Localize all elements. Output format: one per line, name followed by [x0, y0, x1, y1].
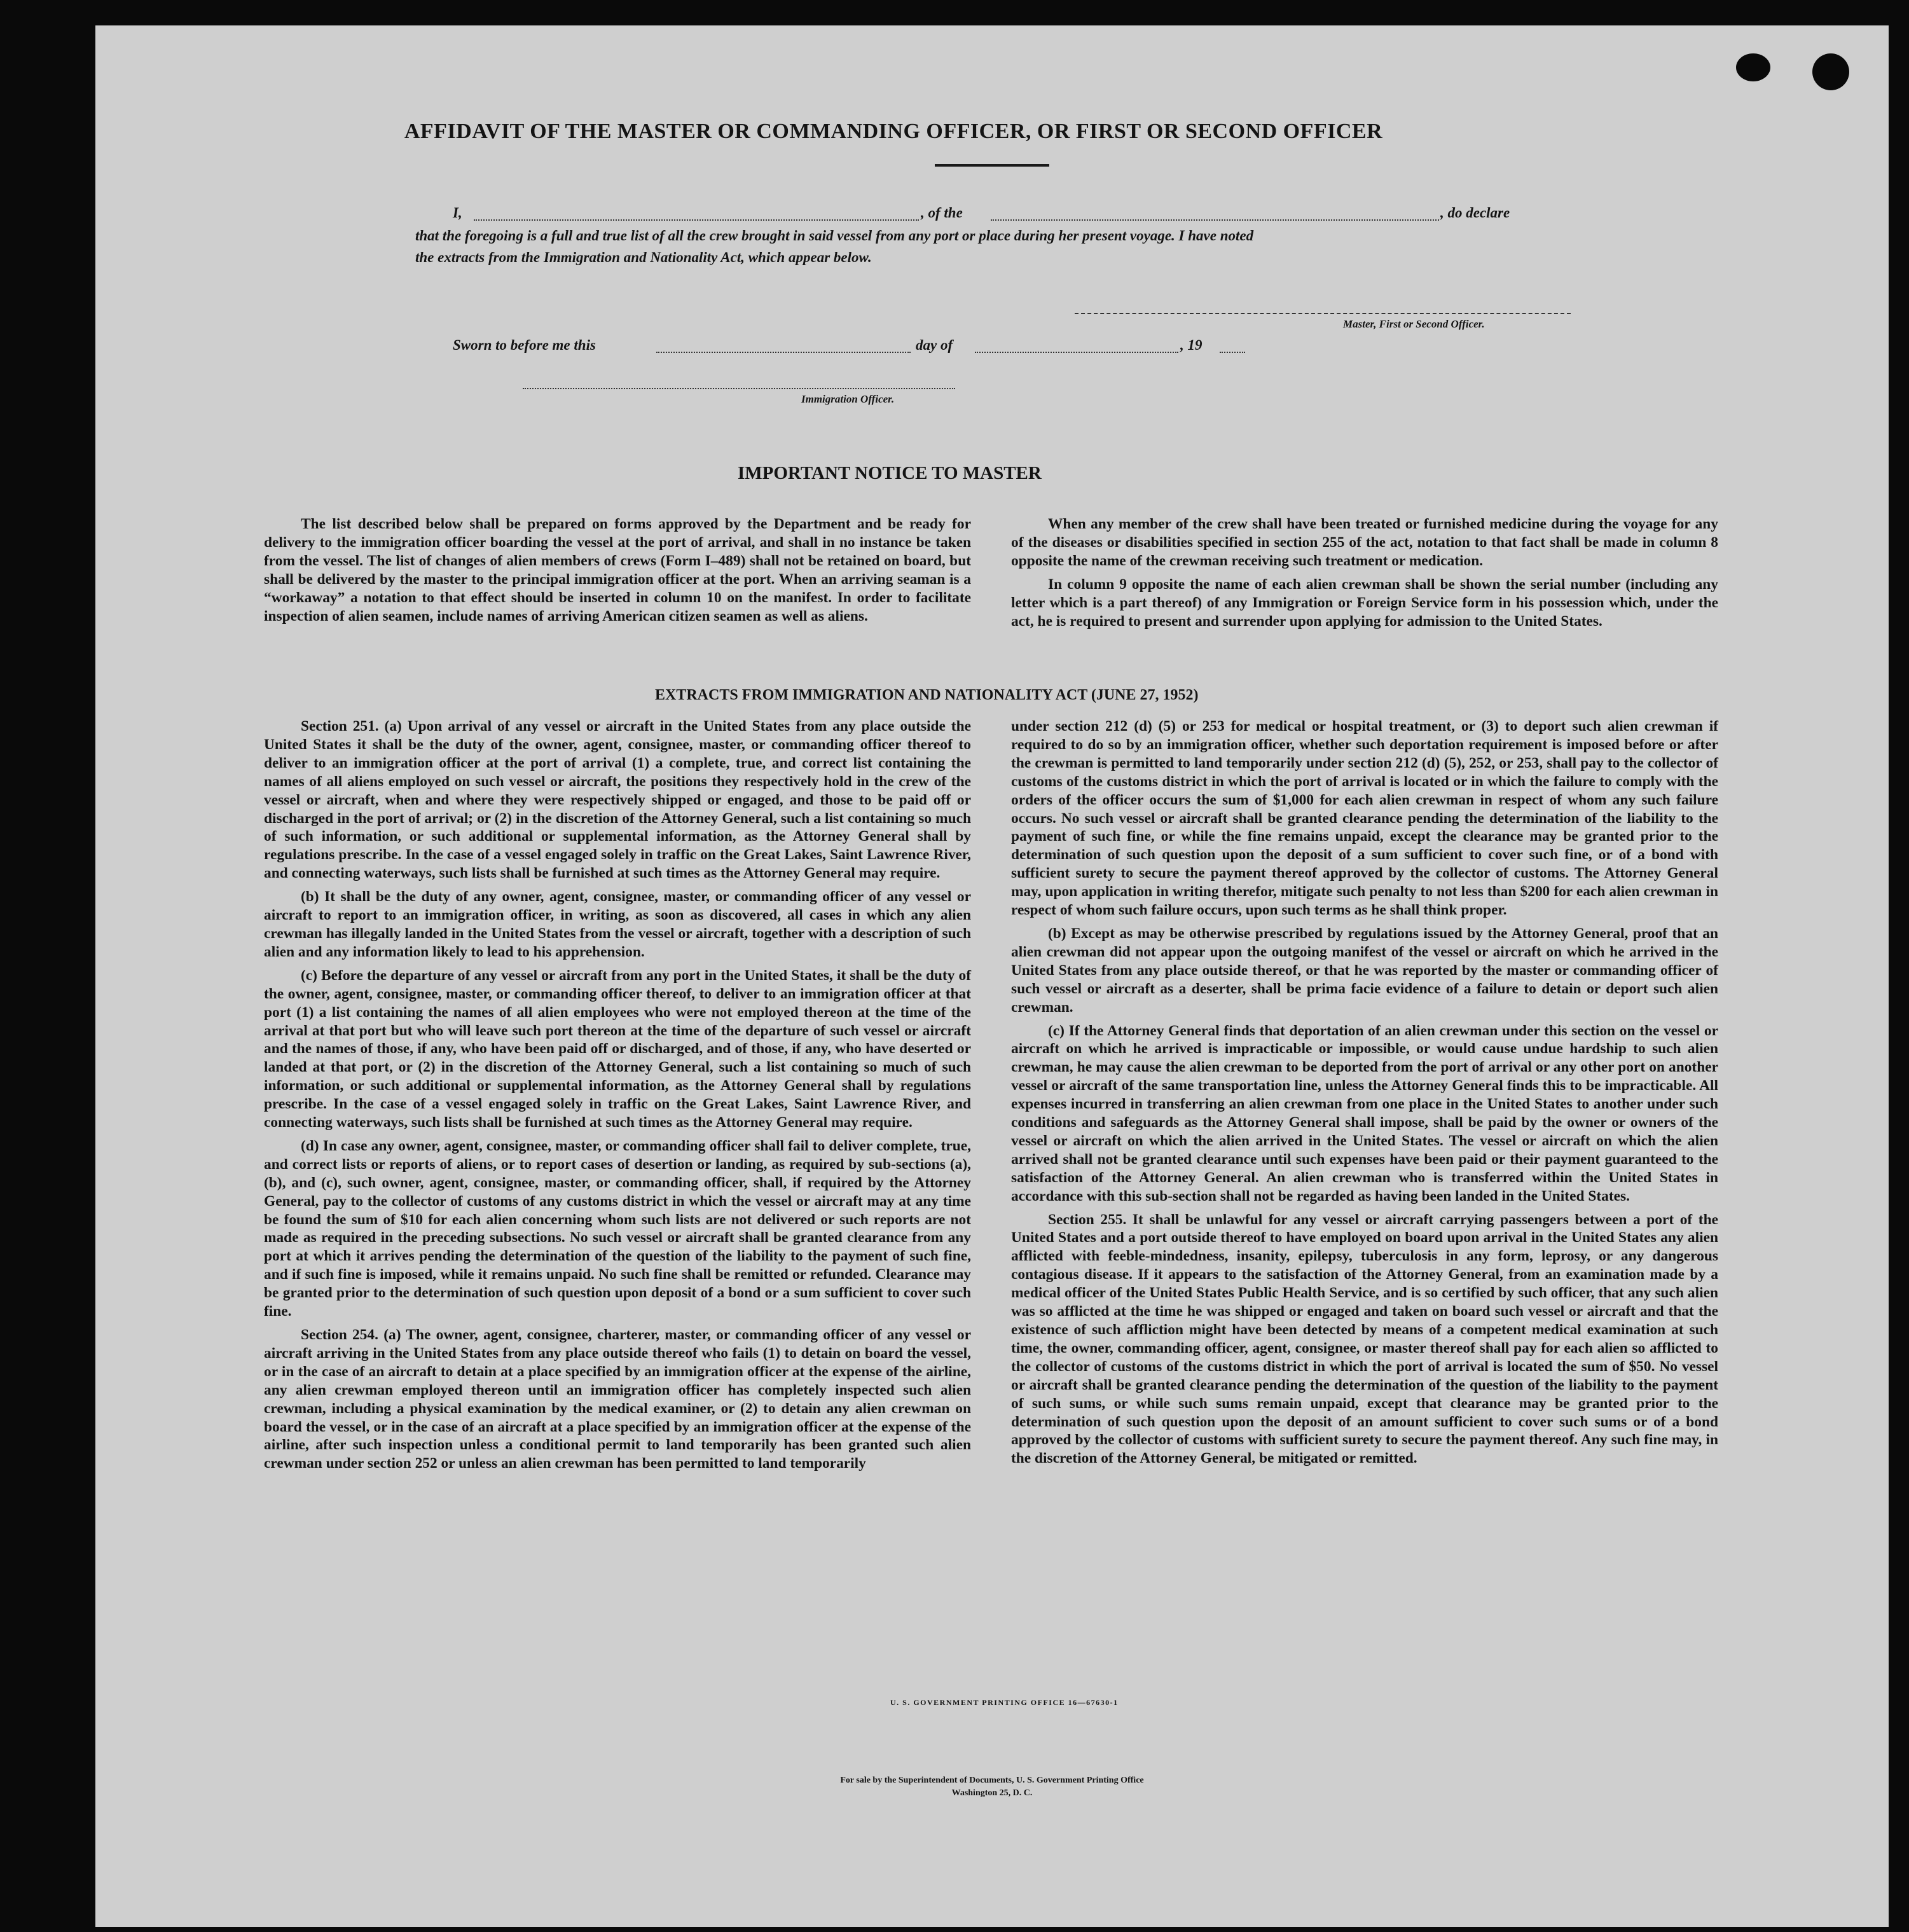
- notice-paragraph: When any member of the crew shall have been treated or furnished medicine during the voyage for any of the diseases or disabilities specified in section 255 of the act, notation to that fact shall be made in column 8 opposite the name of the crewman receiving such treatment or medication.: [1011, 516, 1718, 569]
- sworn-month-blank: [975, 352, 1178, 353]
- section-251d: (d) In case any owner, agent, consignee, master, or commanding officer shall fail to deliver complete, true, and correct lists or reports of aliens, or to report cases of desertion or landing, as required by sub-sections (a), (b), and (c), such owner, agent, consignee, master, or commanding officer, shall, if required by the Attorney General, pay to the collector of customs of any customs district in which the vessel or aircraft may at any time be found the sum of $10 for each alien concerning whom such lists are not delivered or such reports are not made as required in the preceding subsections. No such vessel or aircraft shall be granted clearance from any port at which it arrives pending the determination of the question of the liability to the payment of such fine, and if such fine is imposed, while it remains unpaid. No such fine shall be remitted or refunded. Clearance may be granted prior to the determination of such question upon deposit of a bond or a sum sufficient to cover such fine.: [264, 1137, 971, 1320]
- section-251b: (b) It shall be the duty of any owner, agent, consignee, master, or commanding officer of any vessel or aircraft to report to an immigration officer, in writing, as soon as discovered, all cases in which any alien crewman has illegally landed in the United States from the vessel or aircraft, together with a description of such alien and any information likely to lead to his apprehension.: [264, 888, 971, 960]
- section-254a: Section 254. (a) The owner, agent, consignee, charterer, master, or commanding officer of any vessel or aircraft arriving in the United States from any place outside thereof who fails (1) to detain on board the vessel, or in the case of an aircraft to detain at a place specified by an immigration officer at the expense of the airline, any alien crewman employed thereon until an immigration officer has completely inspected such alien crewman, including a physical examination by the medical examiner, or (2) to detain any alien crewman on board the vessel, or in the case of an aircraft at a place specified by an immigration officer at the expense of the airline, after such inspection unless a conditional permit to land temporarily has been granted such alien crewman under section 252 or unless an alien crewman has been permitted to land temporarily: [264, 1327, 971, 1472]
- punch-hole-mark: [1812, 53, 1849, 90]
- section-254a-continued: under section 212 (d) (5) or 253 for medical or hospital treatment, or (3) to deport such alien crewman if required to do so by an immigration officer, whether such deportation requirement is imposed before or after the crewman is permitted to land temporarily under section 212 (d) (5), 252, or 253, shall pay to the collector of customs of the customs district in which the port of arrival is located or in which the failure to comply with the orders of the officer occurs the sum of $1,000 for each alien crewman in respect of whom any such failure occurs. No such vessel or aircraft shall be granted clearance pending the determination of the liability to the payment of such fine, or while the fine remains unpaid, except the clearance may be granted prior to the determination of such question upon the deposit of a sum sufficient to cover such fine, or of a bond with sufficient surety to secure the payment thereof approved by the collector of customs. The Attorney General may, upon application in writing therefor, mitigate such penalty to not less than $200 for each alien crewman in respect of whom such failure occurs, upon such terms as he shall think proper.: [1011, 718, 1718, 919]
- gpo-imprint: U. S. GOVERNMENT PRINTING OFFICE 16—67630-1: [890, 1698, 1119, 1707]
- section-251c: (c) Before the departure of any vessel or aircraft from any port in the United States, it shall be the duty of the owner, agent, consignee, master, or commanding officer thereof, to deliver to an immigration officer at that port (1) a list containing the names of all alien employees who were not employed thereon at the time of the arrival at that port but who will leave such port thereon at the time of the departure of such vessel or aircraft and the names of those, if any, who have been paid off or discharged, and of those, if any, who have deserted or landed at that port, or (2) in the discretion of the Attorney General, such a list containing so much of such information, or such additional or supplemental information, as the Attorney General shall by regulations prescribe. In the case of a vessel engaged solely in traffic on the Great Lakes, Saint Lawrence River, and connecting waterways, such lists shall be furnished at such times as the Attorney General may require.: [264, 967, 971, 1131]
- immigration-officer-signature-line: [523, 388, 955, 389]
- master-signature-label: Master, First or Second Officer.: [1343, 318, 1485, 330]
- document-page: [95, 25, 1889, 1927]
- notice-right-column: [1011, 515, 1718, 635]
- declarant-name-blank: [474, 219, 919, 221]
- extracts-right-column: [1011, 717, 1718, 1473]
- do-declare-label: , do declare: [1440, 205, 1510, 221]
- punch-hole-mark: [1736, 53, 1770, 81]
- notice-paragraph: The list described below shall be prepared on forms approved by the Department and be ready for delivery to the immigration officer boarding the vessel at the port of arrival, and shall in no instance be taken from the vessel. The list of changes of alien members of crews (Form I–489) shall not be retained on board, but shall be delivered by the master to the principal immigration officer at the port. When an arriving seaman is a “workaway” a notation to that effect should be inserted in column 10 on the manifest. In order to facilitate inspection of alien seamen, include names of arriving American citizen seamen as well as aliens.: [264, 516, 971, 624]
- year-blank: [1220, 352, 1245, 353]
- immigration-officer-label: Immigration Officer.: [801, 393, 895, 405]
- sworn-label: Sworn to before me this: [453, 337, 596, 353]
- section-251a: Section 251. (a) Upon arrival of any vessel or aircraft in the United States from any place outside the United States it shall be the duty of the owner, agent, consignee, master, or commanding officer thereof to deliver to an immigration officer at the port of arrival (1) a complete, true, and correct list containing the names of all aliens employed on such vessel or aircraft, the positions they respectively hold in the crew of the vessel or aircraft, when and where they were respectively shipped or engaged, and those to be paid off or discharged in the port of arrival; or (2) in the discretion of the Attorney General, such a list containing so much of such information, or such additional or supplemental information, as the Attorney General shall by regulations prescribe. In the case of a vessel engaged solely in traffic on the Great Lakes, Saint Lawrence River, and connecting waterways, such lists shall be furnished at such times as the Attorney General may require.: [264, 718, 971, 882]
- sworn-day-blank: [656, 352, 911, 353]
- master-signature-line: [1075, 313, 1571, 314]
- vessel-name-blank: [991, 219, 1439, 221]
- notice-heading: IMPORTANT NOTICE TO MASTER: [738, 463, 1042, 483]
- declaration-line-3: the extracts from the Immigration and Nationality Act, which appear below.: [415, 249, 872, 265]
- day-of-label: day of: [916, 337, 953, 353]
- declarant-prefix: I,: [453, 205, 462, 221]
- affidavit-title: AFFIDAVIT OF THE MASTER OR COMMANDING OFFICER, OR FIRST OR SECOND OFFICER: [404, 120, 1383, 143]
- title-rule: [935, 164, 1049, 167]
- sale-notice-line-1: For sale by the Superintendent of Documents, U. S. Government Printing Office: [840, 1776, 1144, 1785]
- extracts-heading: EXTRACTS FROM IMMIGRATION AND NATIONALITY ACT (JUNE 27, 1952): [655, 687, 1199, 703]
- sale-notice-line-2: Washington 25, D. C.: [951, 1788, 1033, 1798]
- year-label: , 19: [1180, 337, 1203, 353]
- declaration-line-2: that the foregoing is a full and true list of all the crew brought in said vessel from any port or place during her present voyage. I have noted: [415, 228, 1254, 244]
- section-255: Section 255. It shall be unlawful for any vessel or aircraft carrying passengers between a port of the United States and a port outside thereof to have employed on board upon arrival in the United States any alien afflicted with feeble-mindedness, insanity, epilepsy, tuberculosis in any form, leprosy, or any dangerous contagious disease. If it appears to the satisfaction of the Attorney General, from an examination made by a medical officer of the United States Public Health Service, and is so certified by such officer, that any such alien was so afflicted at the time he was shipped or engaged and taken on board such vessel or aircraft and that the existence of such affliction might have been detected by means of a competent medical examination at such time, the owner, commanding officer, agent, consignee, or master thereof shall pay for each alien so afflicted to the collector of customs of the customs district in which the port of arrival is located the sum of $50. No vessel or aircraft shall be granted clearance pending the determination of the question of the liability to the payment of such sums, or while such sums remain unpaid, except that clearance may be granted prior to the determination of such question upon the deposit of an amount sufficient to cover such sums or of a bond approved by the collector of customs with sufficient surety to secure the payment thereof. Any such fine may, in the discretion of the Attorney General, be mitigated or remitted.: [1011, 1211, 1718, 1467]
- notice-left-column: [264, 515, 971, 630]
- section-254b: (b) Except as may be otherwise prescribed by regulations issued by the Attorney General, proof that an alien crewman did not appear upon the outgoing manifest of the vessel or aircraft on which he arrived in the United States from any place outside thereof, or that he was reported by the master or commanding officer of such vessel or aircraft as a deserter, shall be prima facie evidence of a failure to detain or deport such alien crewman.: [1011, 925, 1718, 1016]
- extracts-left-column: [264, 717, 971, 1478]
- sale-notice: [95, 1774, 1889, 1800]
- notice-paragraph: In column 9 opposite the name of each alien crewman shall be shown the serial number (including any letter which is a part thereof) of any Immigration or Foreign Service form in his possession which, under the act, he is required to present and surrender upon applying for admission to the United States.: [1011, 576, 1718, 630]
- of-the-label: , of the: [921, 205, 963, 221]
- section-254c: (c) If the Attorney General finds that deportation of an alien crewman under this section on the vessel or aircraft on which he arrived is impracticable or impossible, or would cause undue hardship to such alien crewman, he may cause the alien crewman to be deported from the port of arrival or any other port on another vessel or aircraft of the same transportation line, unless the Attorney General finds this to be impracticable. All expenses incurred in transferring an alien crewman from one place in the United States to another under such conditions and safeguards as the Attorney General shall impose, shall be paid by the owner or owners of the vessel or aircraft on which the alien arrived in the United States. The vessel or aircraft on which the alien arrived shall not be granted clearance until such expenses have been paid or their payment guaranteed to the satisfaction of the Attorney General. An alien crewman who is transferred within the United States in accordance with this sub-section shall not be regarded as having been landed in the United States.: [1011, 1022, 1718, 1204]
